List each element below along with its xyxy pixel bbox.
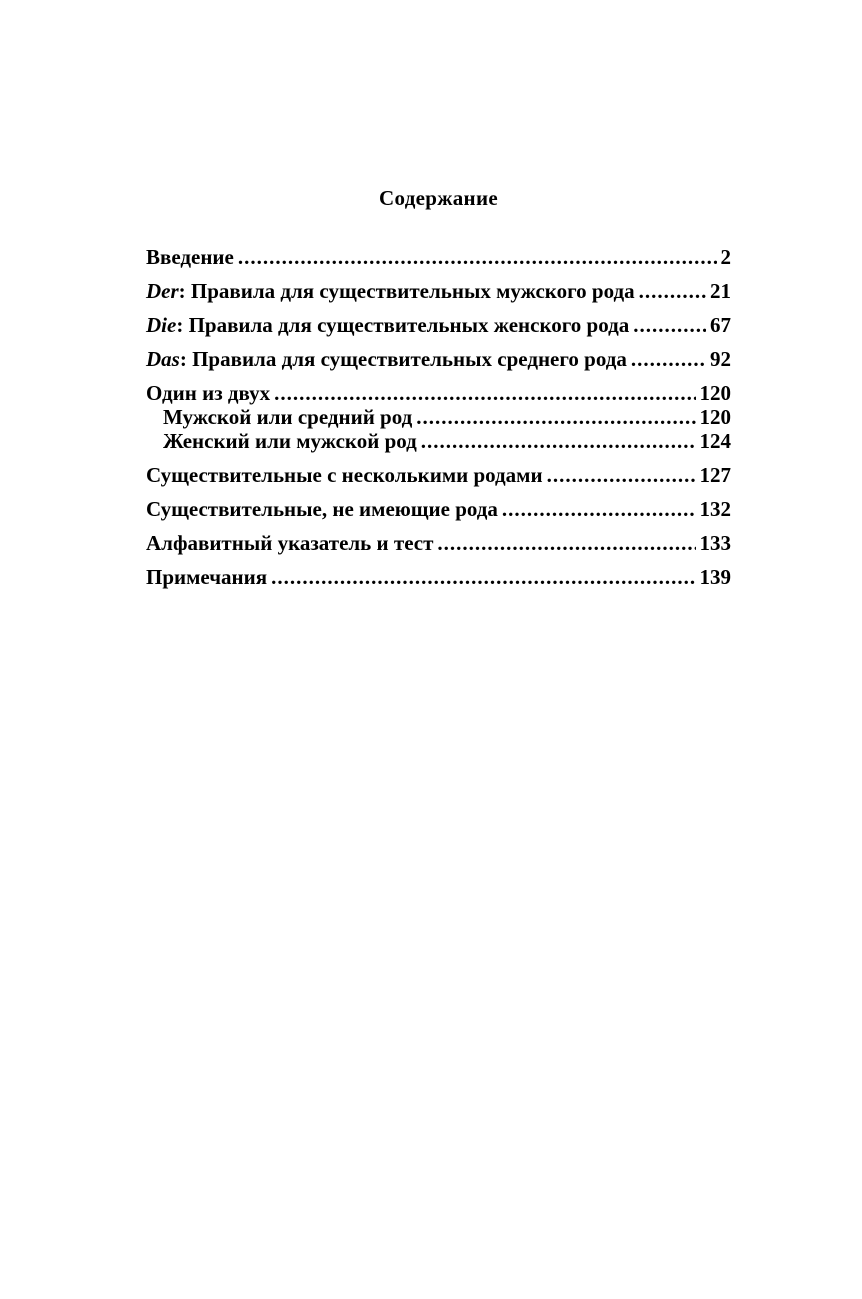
toc-dot-leader xyxy=(421,429,696,453)
toc-page-number: 132 xyxy=(699,497,731,521)
toc-dot-leader xyxy=(437,531,695,555)
toc-page-number: 2 xyxy=(720,245,731,269)
toc-page-number: 127 xyxy=(699,463,731,487)
toc-page-number: 133 xyxy=(699,531,731,555)
toc-entry-label: Один из двух xyxy=(146,381,271,405)
toc-dot-leader xyxy=(271,565,695,589)
toc-subentry-masc-or-neuter[interactable] xyxy=(146,405,731,429)
toc-dot-leader xyxy=(502,497,696,521)
toc-entry-label: Введение xyxy=(146,245,234,269)
toc-page-number: 21 xyxy=(710,279,731,303)
toc-dot-leader xyxy=(633,313,706,337)
toc-entry-notes[interactable] xyxy=(146,565,731,589)
toc-dot-leader xyxy=(631,347,706,371)
toc-page-number: 92 xyxy=(710,347,731,371)
toc-list xyxy=(146,245,731,589)
toc-page-number: 67 xyxy=(710,313,731,337)
toc-page-number: 139 xyxy=(699,565,731,589)
toc-entry-one-of-two[interactable] xyxy=(146,381,731,405)
toc-entry-no-gender[interactable] xyxy=(146,497,731,521)
toc-dot-leader xyxy=(639,279,706,303)
toc-entry-label: Примечания xyxy=(146,565,268,589)
toc-subentry-fem-or-masc[interactable] xyxy=(146,429,731,453)
toc-entry-die[interactable] xyxy=(146,313,731,337)
toc-title: Содержание xyxy=(379,186,498,210)
toc-dot-leader xyxy=(238,245,717,269)
toc-entry-label: Das: Правила для существительных среднего рода xyxy=(146,347,627,371)
toc-dot-leader xyxy=(274,381,695,405)
toc-entry-das[interactable] xyxy=(146,347,731,371)
toc-page-number: 124 xyxy=(699,429,731,453)
toc-entry-label: Der: Правила для существительных мужского рода xyxy=(146,279,635,303)
toc-dot-leader xyxy=(416,405,695,429)
toc-entry-der[interactable] xyxy=(146,279,731,303)
toc-entry-label: Алфавитный указатель и тест xyxy=(146,531,434,555)
toc-entry-label: Существительные, не имеющие рода xyxy=(146,497,498,521)
toc-entry-introduction[interactable] xyxy=(146,245,731,269)
toc-entry-label: Женский или мужской род xyxy=(163,429,417,453)
toc-page-number: 120 xyxy=(699,381,731,405)
toc-entry-label: Существительные с несколькими родами xyxy=(146,463,543,487)
toc-entry-multiple-genders[interactable] xyxy=(146,463,731,487)
toc-entry-index-and-test[interactable] xyxy=(146,531,731,555)
toc-dot-leader xyxy=(547,463,696,487)
toc-entry-label: Die: Правила для существительных женского рода xyxy=(146,313,630,337)
toc-page-number: 120 xyxy=(699,405,731,429)
toc-entry-label: Мужской или средний род xyxy=(163,405,413,429)
